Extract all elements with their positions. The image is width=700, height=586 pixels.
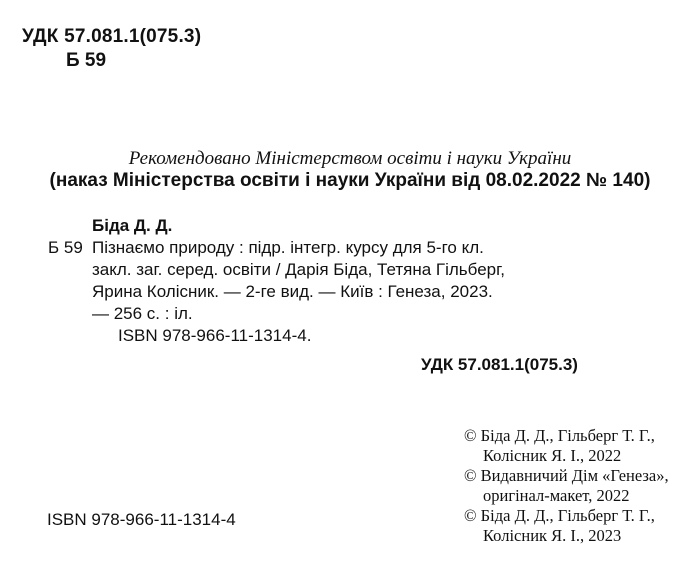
ministry-order: (наказ Міністерства освіти і науки України від 08.02.2022 № 140) xyxy=(49,170,651,191)
bib-catalog-code: Б 59 xyxy=(48,238,83,257)
bib-udk: УДК 57.081.1(075.3) xyxy=(421,355,578,374)
copyright-publisher-cont: оригінал-макет, 2022 xyxy=(483,486,630,505)
copyright-authors-2022: © Біда Д. Д., Гільберг Т. Г., xyxy=(464,426,655,445)
bib-line: Пізнаємо природу : підр. інтегр. курсу для 5-го кл. xyxy=(92,238,484,257)
copyright-authors-2023: © Біда Д. Д., Гільберг Т. Г., xyxy=(464,506,655,525)
bib-author: Біда Д. Д. xyxy=(92,216,173,235)
bib-line: Ярина Колісник. — 2-ге вид. — Київ : Генеза, 2023. xyxy=(92,282,493,301)
udk-header: УДК 57.081.1(075.3) xyxy=(22,26,202,47)
footer-isbn: ISBN 978-966-11-1314-4 xyxy=(47,510,236,529)
catalog-code-header: Б 59 xyxy=(66,50,107,71)
copyright-authors-2023-cont: Колісник Я. І., 2023 xyxy=(483,526,622,545)
bib-line: — 256 с. : іл. xyxy=(92,304,193,323)
copyright-authors-2022-cont: Колісник Я. І., 2022 xyxy=(483,446,622,465)
copyright-publisher: © Видавничий Дім «Генеза», xyxy=(464,466,669,485)
bib-isbn: ISBN 978-966-11-1314-4. xyxy=(118,326,312,345)
ministry-recommendation: Рекомендовано Міністерством освіти і науки України xyxy=(128,148,572,169)
bib-line: закл. заг. серед. освіти / Дарія Біда, Тетяна Гільберг, xyxy=(92,260,505,279)
